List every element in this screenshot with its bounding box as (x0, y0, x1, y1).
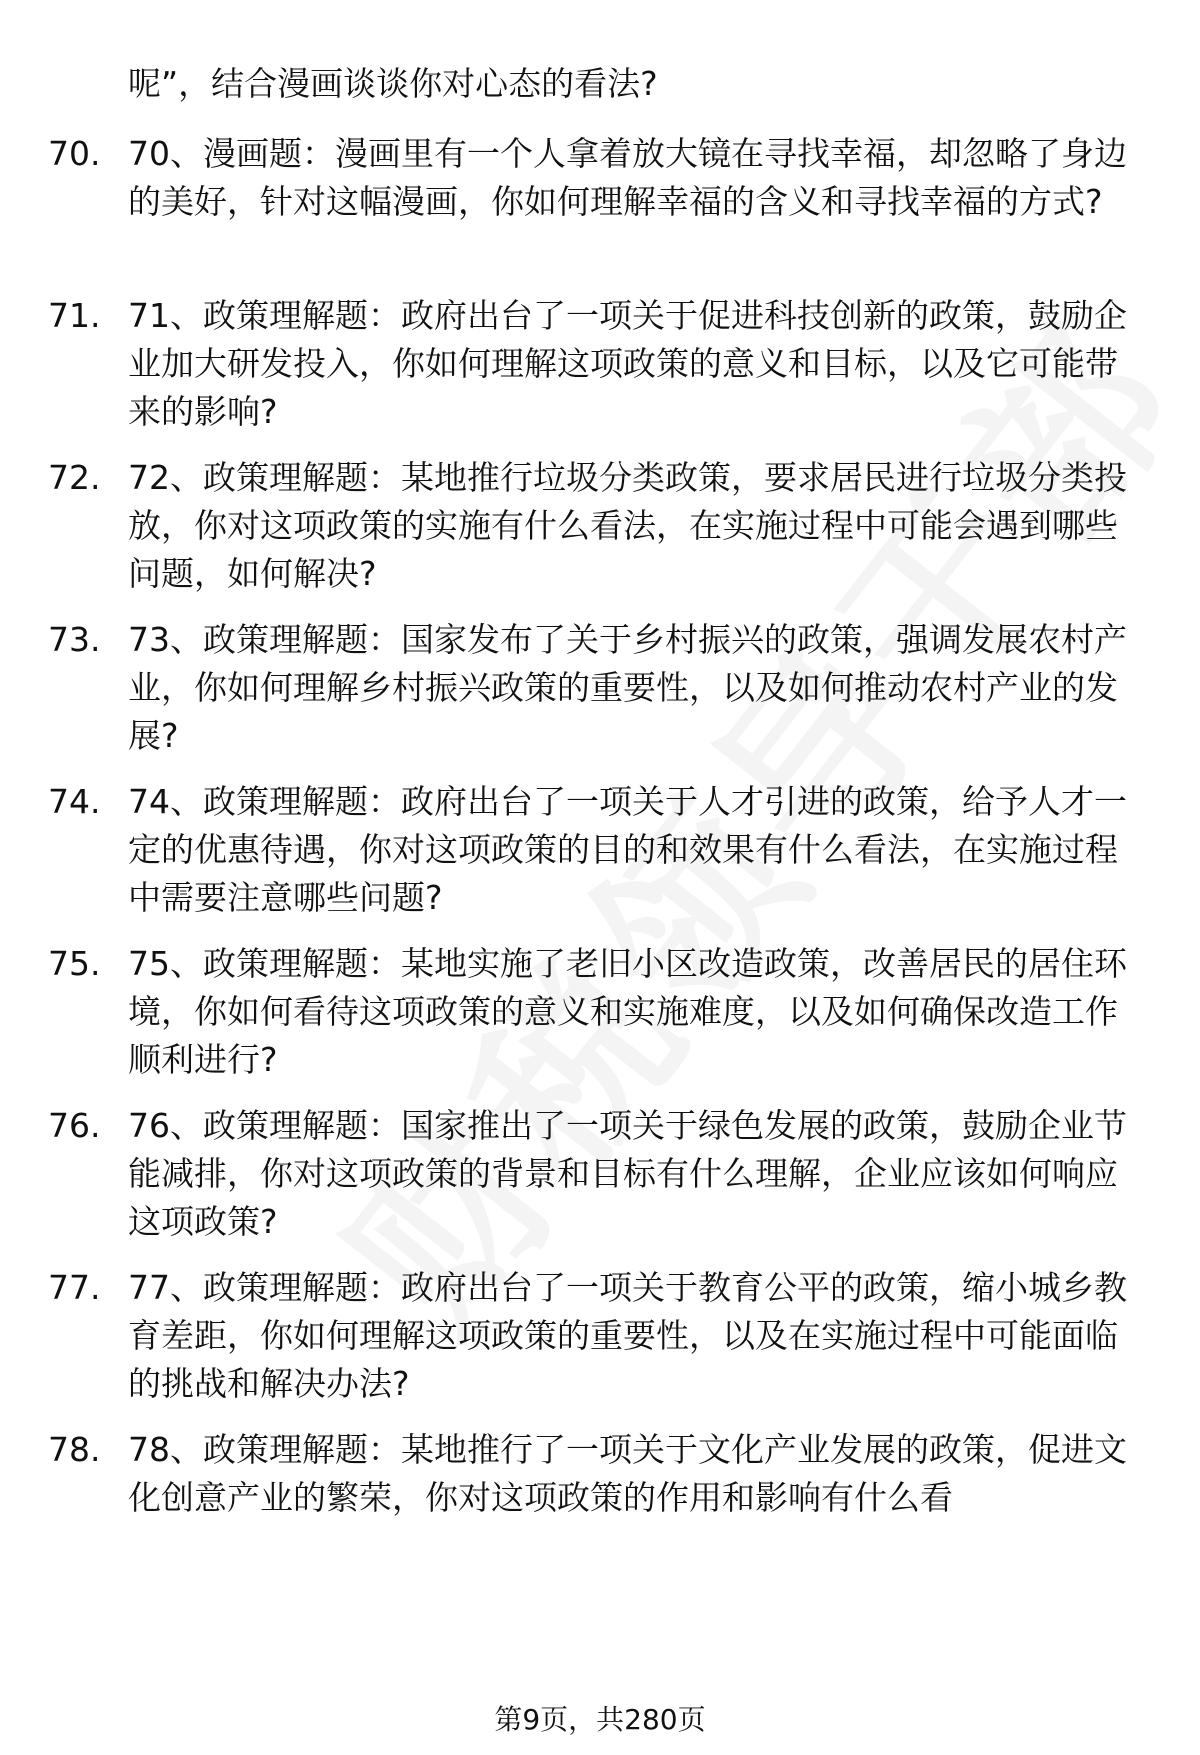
question-item (48, 1264, 1148, 1408)
question-text: 71、政策理解题：政府出台了一项关于促进科技创新的政策，鼓励企业加大研发投入，你如何理解这项政策的意义和目标，以及它可能带来的影响? (128, 296, 1127, 431)
question-text: 77、政策理解题：政府出台了一项关于教育公平的政策，缩小城乡教育差距，你如何理解这项政策的重要性，以及在实施过程中可能面临的挑战和解决办法? (128, 1268, 1127, 1403)
question-text: 72、政策理解题：某地推行垃圾分类政策，要求居民进行垃圾分类投放，你对这项政策的实施有什么看法，在实施过程中可能会遇到哪些问题，如何解决? (128, 458, 1127, 593)
question-text: 78、政策理解题：某地推行了一项关于文化产业发展的政策，促进文化创意产业的繁荣，你对这项政策的作用和影响有什么看 (128, 1430, 1127, 1517)
question-text: 73、政策理解题：国家发布了关于乡村振兴的政策，强调发展农村产业，你如何理解乡村振兴政策的重要性，以及如何推动农村产业的发展? (128, 620, 1127, 755)
continuation-text: 呢”，结合漫画谈谈你对心态的看法? (128, 64, 658, 103)
question-number: 72. (48, 458, 101, 497)
question-text: 74、政策理解题：政府出台了一项关于人才引进的政策，给予人才一定的优惠待遇，你对这项政策的目的和效果有什么看法，在实施过程中需要注意哪些问题? (128, 782, 1127, 917)
question-number: 70. (48, 134, 101, 173)
question-text: 75、政策理解题：某地实施了老旧小区改造政策，改善居民的居住环境，你如何看待这项政策的意义和实施难度，以及如何确保改造工作顺利进行? (128, 944, 1127, 1079)
question-text: 76、政策理解题：国家推出了一项关于绿色发展的政策，鼓励企业节能减排，你对这项政策的背景和目标有什么理解，企业应该如何响应这项政策? (128, 1106, 1127, 1241)
question-item (48, 1102, 1148, 1246)
question-item (48, 1426, 1148, 1522)
question-number: 75. (48, 944, 101, 983)
question-number: 76. (48, 1106, 101, 1145)
question-text: 70、漫画题：漫画里有一个人拿着放大镜在寻找幸福，却忽略了身边的美好，针对这幅漫画，你如何理解幸福的含义和寻找幸福的方式? (128, 134, 1127, 221)
question-item (48, 454, 1148, 598)
question-item (48, 940, 1148, 1084)
question-item (48, 616, 1148, 760)
question-item (48, 292, 1148, 436)
question-number: 77. (48, 1268, 101, 1307)
question-number: 71. (48, 296, 101, 335)
question-number: 74. (48, 782, 101, 821)
question-number: 73. (48, 620, 101, 659)
page-footer: 第9页，共280页 (494, 1703, 706, 1736)
question-number: 78. (48, 1430, 101, 1469)
question-item (48, 130, 1148, 226)
question-item (48, 778, 1148, 922)
